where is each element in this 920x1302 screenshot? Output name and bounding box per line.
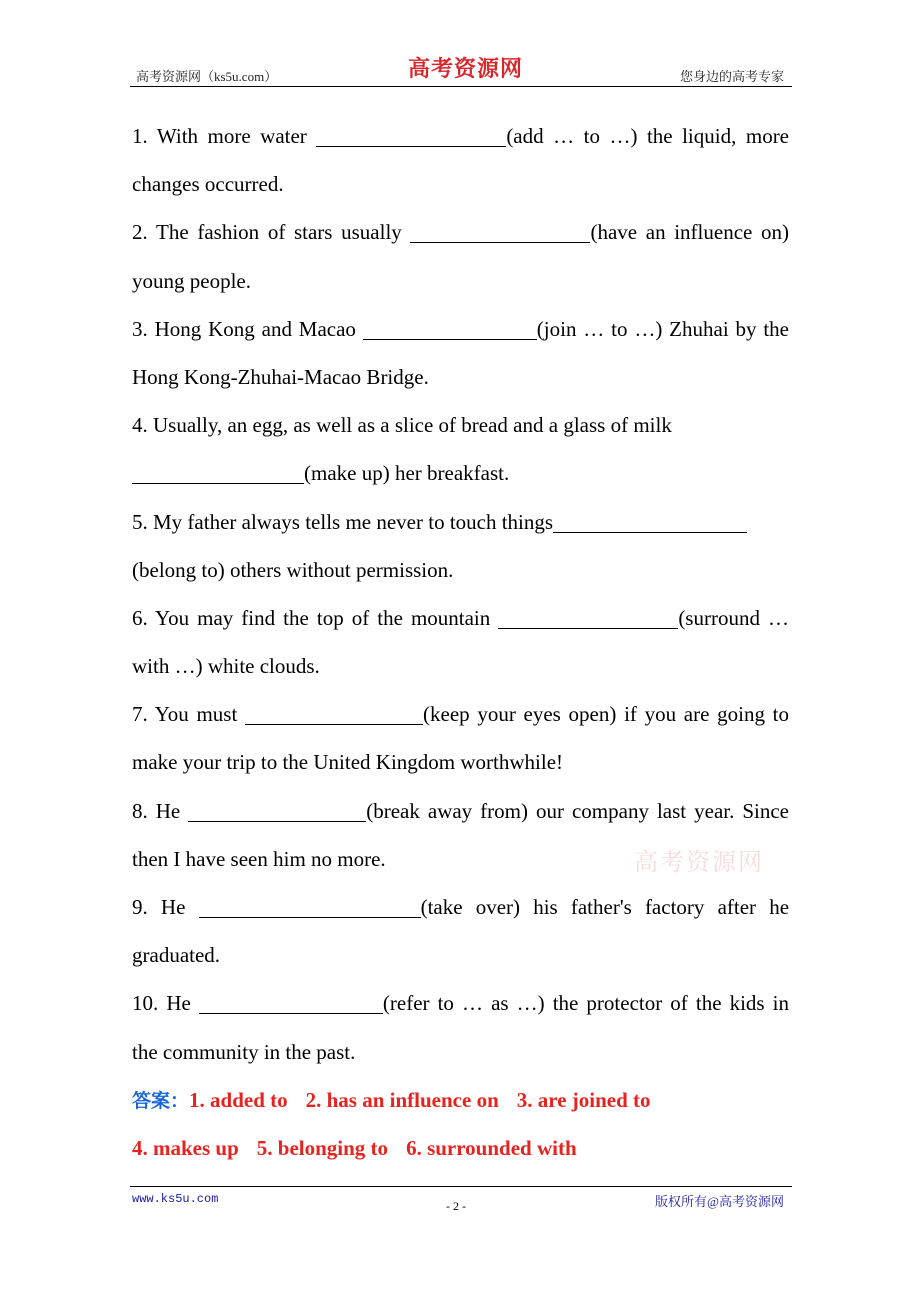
answer-label: 答案： — [132, 1089, 190, 1112]
answer-blank — [410, 222, 590, 243]
page-number: - 2 - — [446, 1199, 466, 1213]
answer-blank — [245, 704, 423, 725]
question-4-cont: (make up) her breakfast. — [132, 449, 789, 497]
answer-item: 5. belonging to — [256, 1135, 389, 1160]
question-5-cont: (belong to) others without permission. — [132, 557, 454, 582]
question-9-cont: graduated. — [132, 943, 221, 968]
answer-blank — [132, 463, 304, 484]
answer-item: 2. has an influence on — [305, 1087, 499, 1112]
question-6-cont: with …) white clouds. — [132, 654, 320, 679]
answer-blank — [363, 319, 537, 340]
question-3: 3. Hong Kong and Macao (join … to …) Zhuhai by the — [132, 316, 790, 341]
question-5: 5. My father always tells me never to touch things — [132, 498, 789, 546]
question-6: 6. You may find the top of the mountain (surround … — [132, 605, 789, 630]
watermark: 高考资源网 — [634, 848, 764, 876]
page-footer — [130, 1186, 792, 1213]
page-header — [130, 58, 792, 87]
answer-item: 1. added to — [189, 1087, 288, 1112]
question-1: 1. With more water (add … to …) the liquid, more — [132, 124, 790, 148]
header-slogan: 您身边的高考专家 — [679, 69, 784, 84]
answer-line-1 — [132, 1076, 789, 1124]
answer-blank — [199, 993, 383, 1014]
answer-blank — [553, 512, 747, 533]
question-4: 4. Usually, an egg, as well as a slice of bread and a glass of milk — [132, 413, 672, 438]
footer-copyright: 版权所有@高考资源网 — [655, 1194, 784, 1209]
answer-blank — [188, 801, 366, 822]
question-10-cont: the community in the past. — [132, 1039, 356, 1064]
answer-blank — [199, 897, 421, 918]
question-3-cont: Hong Kong-Zhuhai-Macao Bridge. — [132, 364, 429, 389]
question-1-cont: changes occurred. — [132, 172, 284, 197]
question-7-cont: make your trip to the United Kingdom worthwhile! — [132, 750, 564, 775]
header-site-name: 高考资源网（ks5u.com） — [136, 69, 278, 84]
answer-blank — [316, 126, 506, 147]
question-7: 7. You must (keep your eyes open) if you are going to — [132, 702, 790, 727]
answer-item: 6. surrounded with — [406, 1135, 577, 1160]
question-8: 8. He (break away from) our company last year. Since — [132, 798, 789, 823]
answer-item: 4. makes up — [132, 1135, 239, 1160]
answer-blank — [498, 608, 678, 629]
exercise-content — [132, 112, 789, 1172]
question-9: 9. He (take over) his father's factory after he — [132, 895, 790, 919]
header-logo: 高考资源网 — [408, 56, 524, 82]
footer-website-link[interactable]: www.ks5u.com — [132, 1192, 219, 1206]
question-10: 10. He (refer to … as …) the protector of the kids in — [132, 991, 789, 1016]
question-2-cont: young people. — [132, 268, 251, 293]
question-2: 2. The fashion of stars usually (have an influence on) — [132, 220, 790, 245]
answer-item: 3. are joined to — [516, 1087, 651, 1112]
answer-line-2 — [132, 1124, 789, 1172]
question-8-cont: then I have seen him no more. — [132, 846, 386, 871]
